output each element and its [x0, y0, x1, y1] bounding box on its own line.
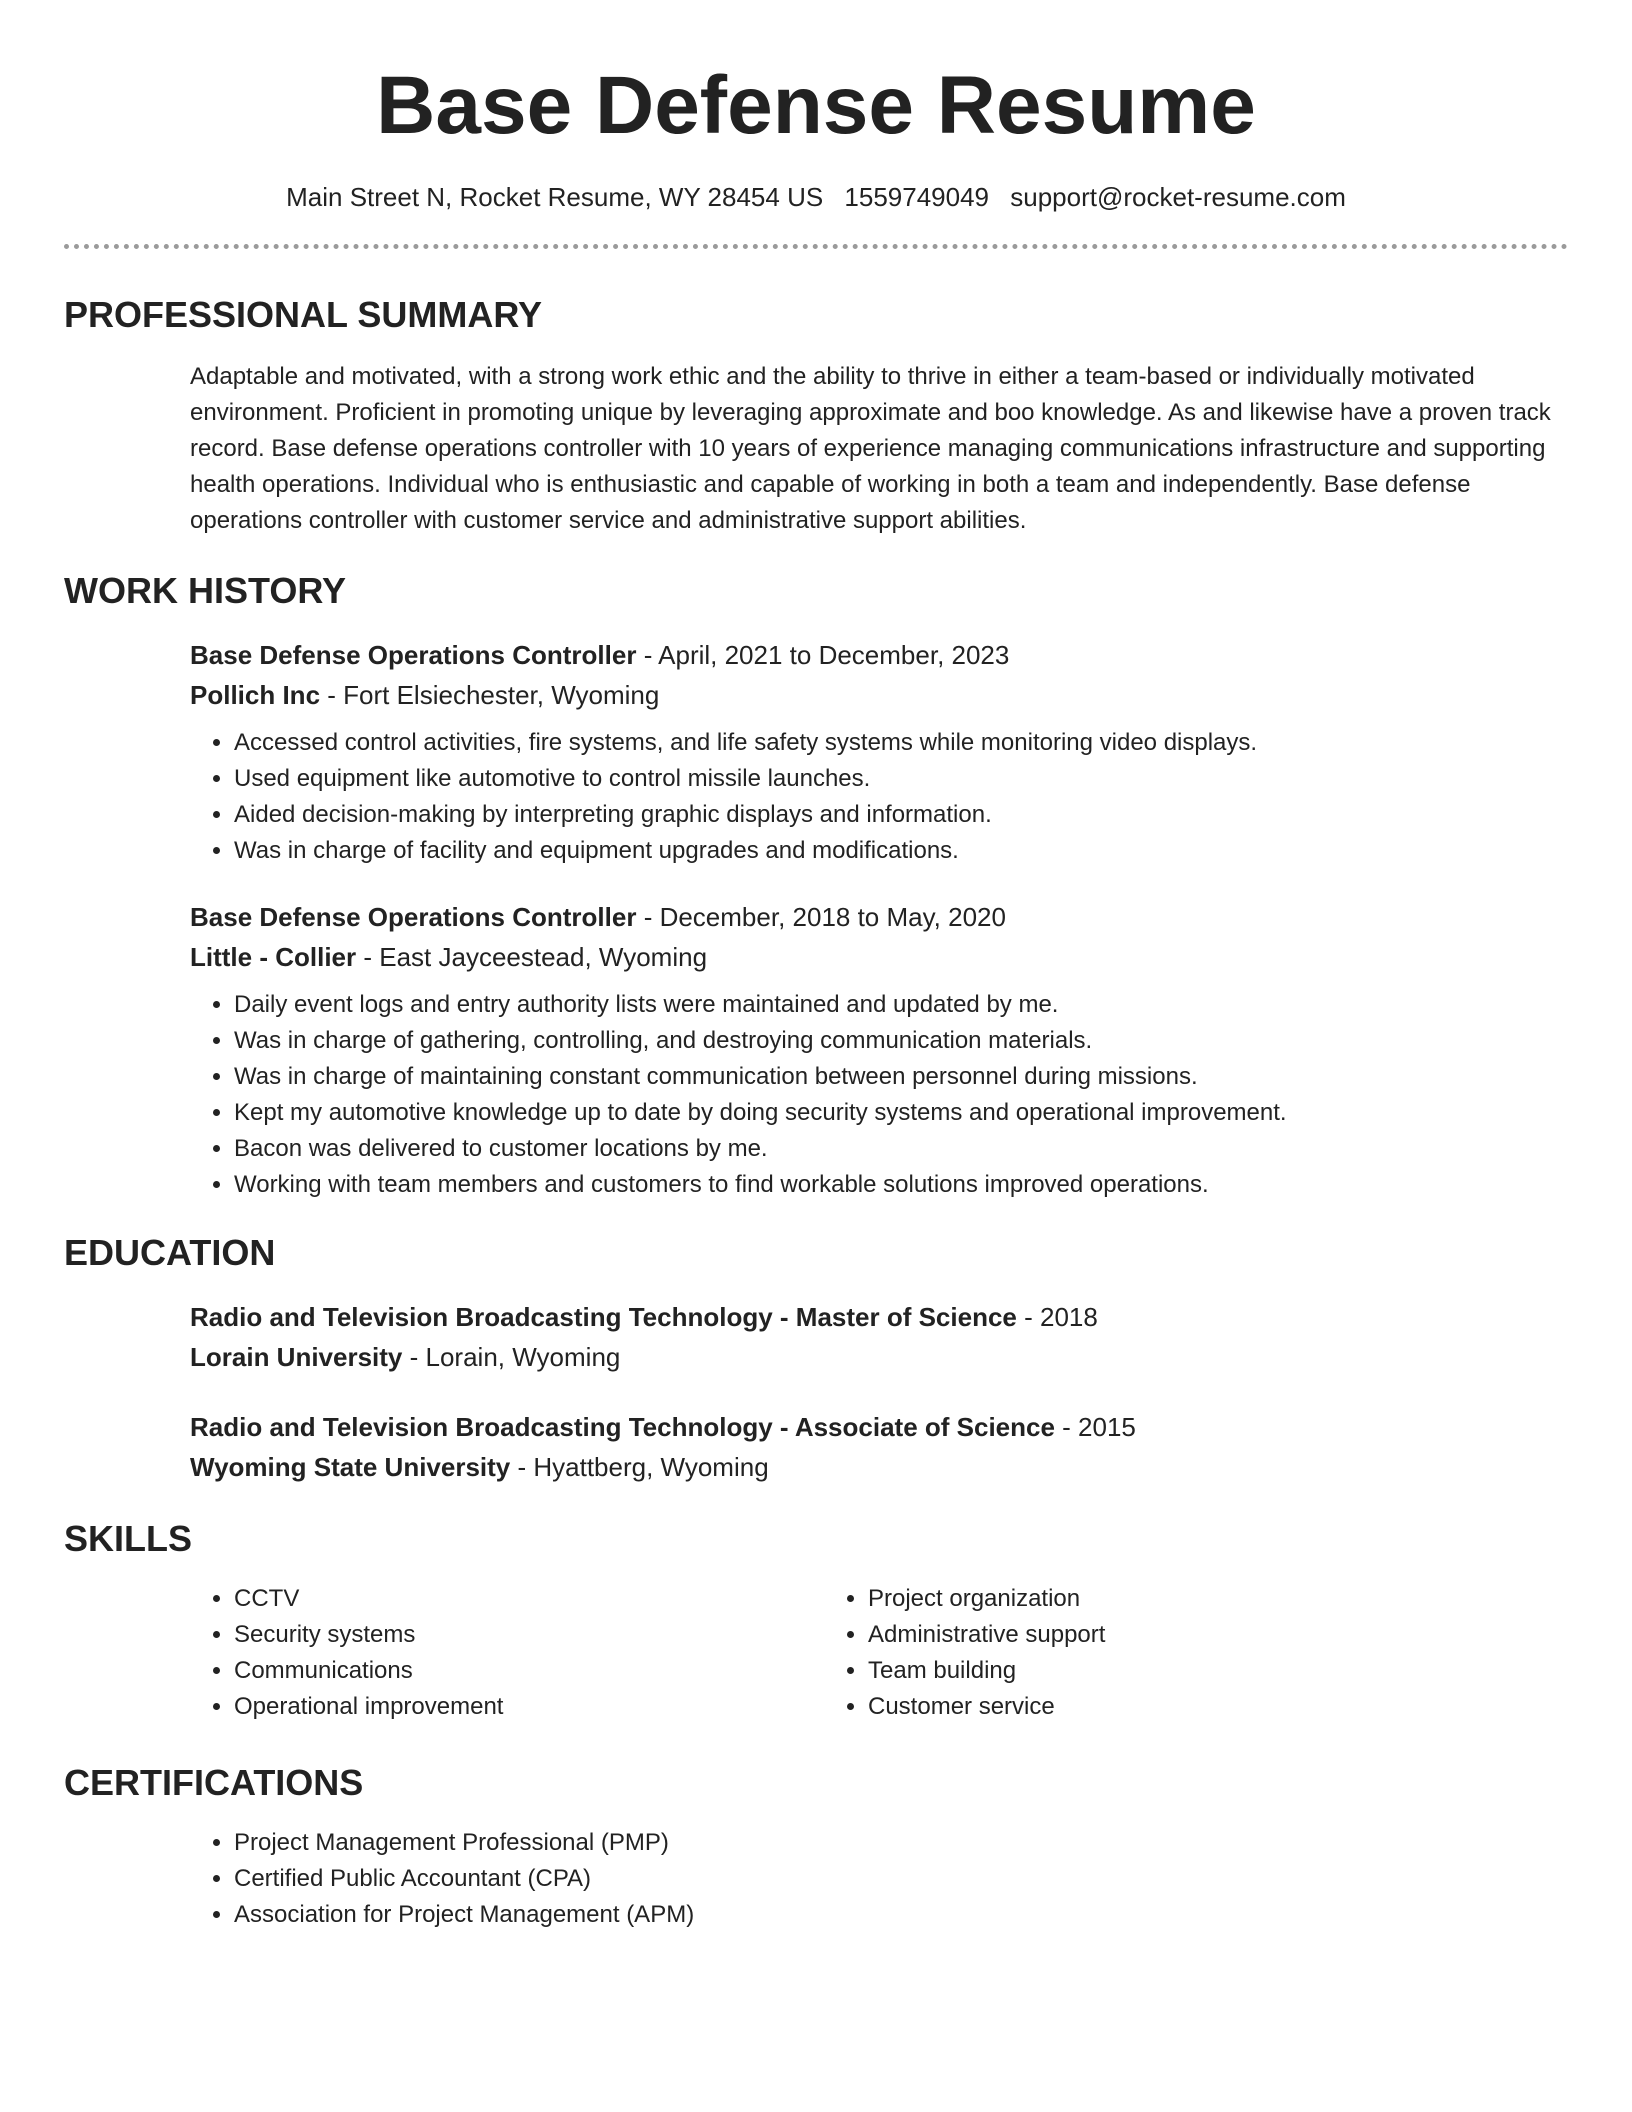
- school-line: [190, 1337, 1568, 1377]
- education-entry: [190, 1297, 1568, 1377]
- school-location: - Lorain, Wyoming: [402, 1342, 621, 1372]
- job-bullet: • Kept my automotive knowledge up to date by doing security systems and operational improvement.: [234, 1095, 1568, 1131]
- skill-item: • Team building: [868, 1653, 1458, 1689]
- job-bullet: • Was in charge of gathering, controlling, and destroying communication materials.: [234, 1023, 1568, 1059]
- job-bullet: • Aided decision-making by interpreting graphic displays and information.: [234, 797, 1568, 833]
- contact-line: [64, 180, 1568, 214]
- skill-item: • Project organization: [868, 1581, 1458, 1617]
- school-name: Lorain University: [190, 1342, 403, 1372]
- degree-name: Radio and Television Broadcasting Technology - Associate of Science: [190, 1412, 1055, 1442]
- job-bullet: • Was in charge of facility and equipment upgrades and modifications.: [234, 833, 1568, 869]
- job-position: Base Defense Operations Controller: [190, 640, 637, 670]
- skills-column-right: [824, 1581, 1458, 1725]
- summary-section: [64, 293, 1568, 539]
- summary-title: PROFESSIONAL SUMMARY: [64, 294, 543, 335]
- school-line: [190, 1447, 1568, 1487]
- job-location: - Fort Elsiechester, Wyoming: [320, 680, 660, 710]
- education-section: [64, 1231, 1568, 1487]
- job-position: Base Defense Operations Controller: [190, 902, 637, 932]
- job-company-line: [190, 675, 1568, 715]
- education-title: EDUCATION: [64, 1232, 276, 1273]
- job-entry: [190, 897, 1568, 1203]
- certifications-section: [64, 1761, 1568, 1933]
- school-location: - Hyattberg, Wyoming: [510, 1452, 769, 1482]
- skills-title: SKILLS: [64, 1518, 193, 1559]
- school-name: Wyoming State University: [190, 1452, 511, 1482]
- job-dates: - April, 2021 to December, 2023: [636, 640, 1010, 670]
- job-company: Pollich Inc: [190, 680, 321, 710]
- certification-item: • Association for Project Management (APM): [234, 1897, 1568, 1933]
- job-bullet: • Accessed control activities, fire systems, and life safety systems while monitoring video displays.: [234, 725, 1568, 761]
- job-location: - East Jayceestead, Wyoming: [356, 942, 708, 972]
- job-dates: - December, 2018 to May, 2020: [636, 902, 1006, 932]
- job-bullet: • Daily event logs and entry authority lists were maintained and updated by me.: [234, 987, 1568, 1023]
- education-entry: [190, 1407, 1568, 1487]
- work-section: [64, 569, 1568, 1203]
- job-company: Little - Collier: [190, 942, 357, 972]
- contact-phone: 1559749049: [844, 182, 990, 212]
- job-bullet: • Used equipment like automotive to control missile launches.: [234, 761, 1568, 797]
- skills-column-left: [190, 1581, 824, 1725]
- certification-item: • Certified Public Accountant (CPA): [234, 1861, 1568, 1897]
- job-company-line: [190, 937, 1568, 977]
- skill-item: • Customer service: [868, 1689, 1458, 1725]
- contact-email: support@rocket-resume.com: [1010, 182, 1346, 212]
- skills-section: [64, 1517, 1568, 1725]
- certifications-title: CERTIFICATIONS: [64, 1762, 364, 1803]
- skill-item: • Operational improvement: [234, 1689, 824, 1725]
- job-bullet: • Working with team members and customers to find workable solutions improved operations.: [234, 1167, 1568, 1203]
- resume-name: Base Defense Resume: [376, 60, 1256, 151]
- skill-item: • Security systems: [234, 1617, 824, 1653]
- job-bullets: [190, 987, 1568, 1203]
- contact-address: Main Street N, Rocket Resume, WY 28454 US: [286, 182, 824, 212]
- degree-year: - 2015: [1054, 1412, 1136, 1442]
- job-title-line: [190, 635, 1568, 675]
- skills-grid: [190, 1581, 1568, 1725]
- degree-line: [190, 1297, 1568, 1337]
- job-entry: [190, 635, 1568, 869]
- job-bullets: [190, 725, 1568, 869]
- job-bullet: • Bacon was delivered to customer locations by me.: [234, 1131, 1568, 1167]
- header-divider: [64, 244, 1568, 249]
- certification-item: • Project Management Professional (PMP): [234, 1825, 1568, 1861]
- degree-name: Radio and Television Broadcasting Technology - Master of Science: [190, 1302, 1017, 1332]
- work-title: WORK HISTORY: [64, 570, 347, 611]
- job-bullet: • Was in charge of maintaining constant communication between personnel during missions.: [234, 1059, 1568, 1095]
- job-title-line: [190, 897, 1568, 937]
- degree-line: [190, 1407, 1568, 1447]
- summary-text: Adaptable and motivated, with a strong work ethic and the ability to thrive in either a team-based or individually motivated environment. Proficient in promoting unique by leveraging approximate and boo knowledge. As and likewise have a proven track record. Base defense operations controller with 10 years of experience managing communications infrastructure and supporting health operations. Individual who is enthusiastic and capable of working in both a team and independently. Base defense operations controller with customer service and administrative support abilities.: [190, 363, 1551, 534]
- skill-item: • Communications: [234, 1653, 824, 1689]
- degree-year: - 2018: [1016, 1302, 1098, 1332]
- certifications-list: [190, 1825, 1568, 1933]
- skill-item: • CCTV: [234, 1581, 824, 1617]
- skill-item: • Administrative support: [868, 1617, 1458, 1653]
